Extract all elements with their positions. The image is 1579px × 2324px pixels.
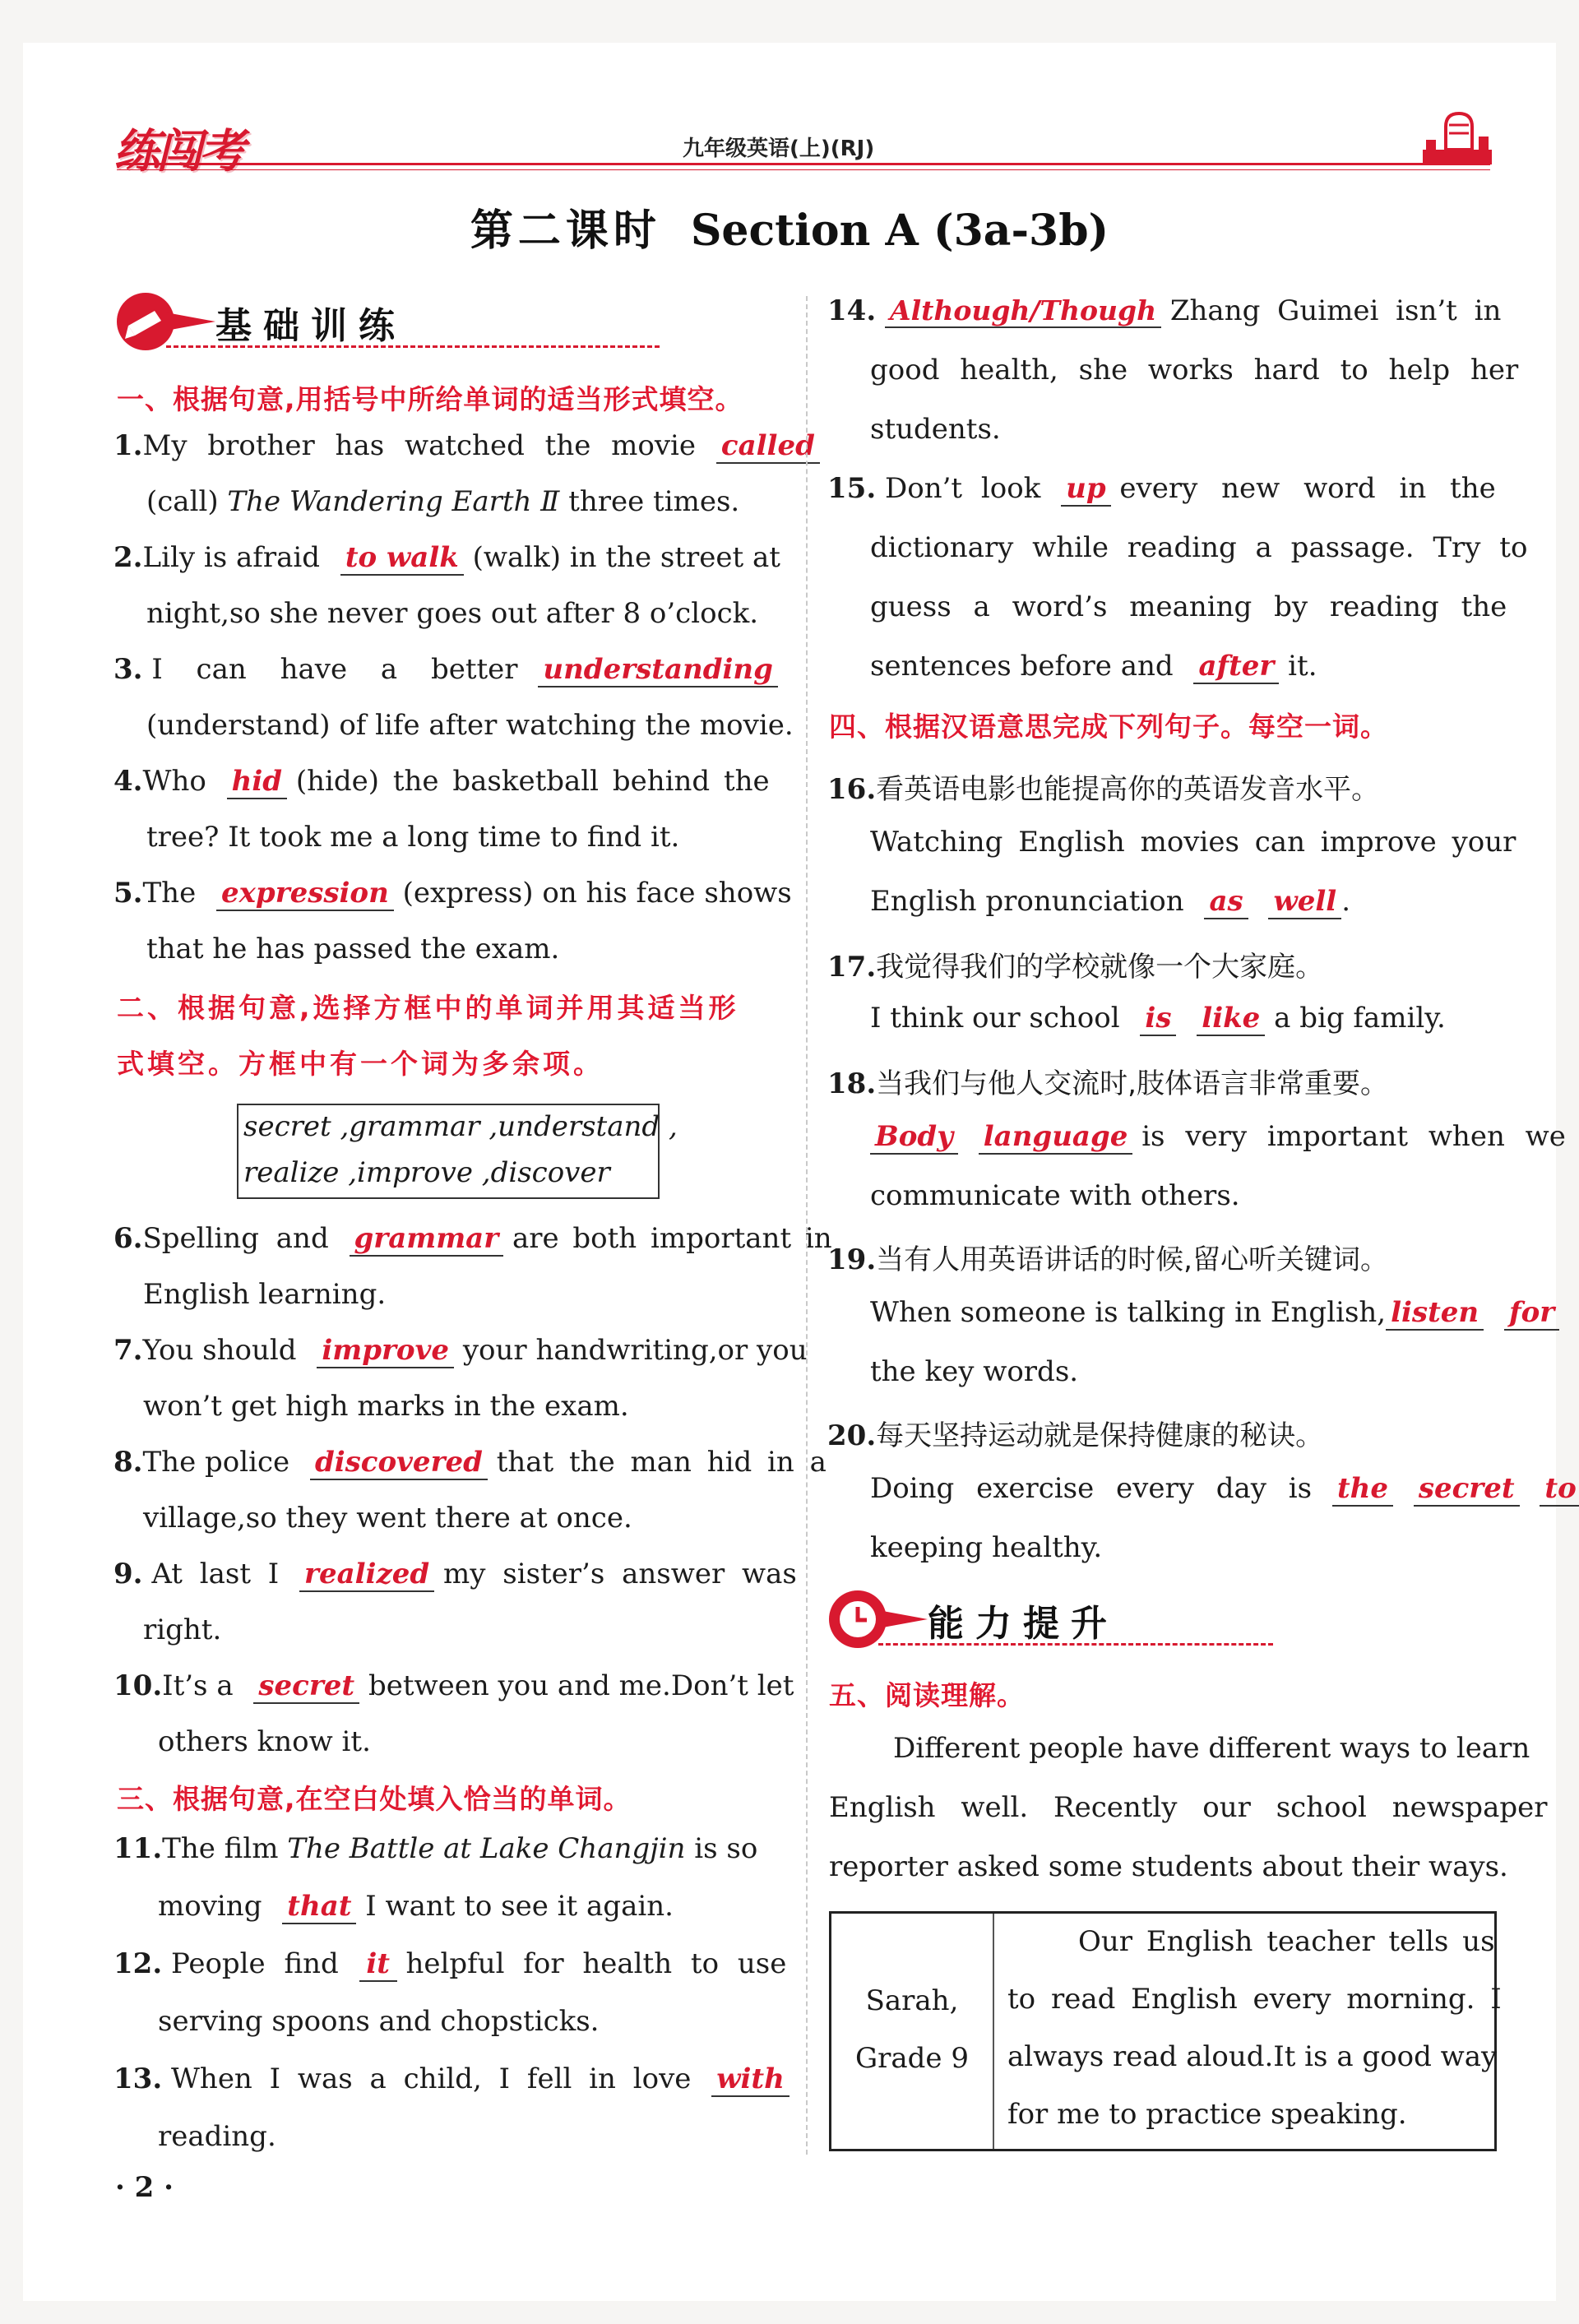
q15-post: every new word in the <box>1119 472 1496 505</box>
clock-icon <box>829 1590 887 1648</box>
q10-line1 <box>113 1669 794 1704</box>
instruction-part3: 三、根据句意,在空白处填入恰当的单词。 <box>117 1783 632 1815</box>
q15-answer: up <box>1061 473 1111 507</box>
q11-line2 <box>158 1890 674 1924</box>
q4-text: Who <box>142 765 206 798</box>
q13-number: 13. <box>113 2062 163 2095</box>
q19-chinese: 当有人用英语讲话的时候,留心听关键词。 <box>876 1243 1388 1276</box>
student-table <box>829 1911 1502 2151</box>
q4-post: (hide) the basketball behind the <box>295 765 770 798</box>
q5-post: (express) on his face shows <box>402 877 792 910</box>
q14-answer: Although/Though <box>885 295 1161 328</box>
q15-pre4: sentences before and <box>870 650 1174 683</box>
q9-line1 <box>113 1558 797 1592</box>
q16-line3 <box>870 885 1350 919</box>
q11-pre2: moving <box>158 1890 262 1923</box>
q8-post: that the man hid in a <box>496 1446 827 1479</box>
q18-line1 <box>827 1061 1388 1101</box>
book-title: 九年级英语(上)(RJ) <box>683 137 875 161</box>
instruction-part2-line1: 二、根据句意,选择方框中的单词并用其适当形 <box>117 992 739 1024</box>
column-divider <box>806 296 808 2155</box>
q17-chinese: 我觉得我们的学校就像一个大家庭。 <box>876 951 1324 984</box>
title-zh: 第二课时 <box>470 206 661 256</box>
q12-line2: serving spoons and chopsticks. <box>158 2005 600 2038</box>
q3-text: I can have a better <box>151 653 518 686</box>
q8-number: 8. <box>113 1446 143 1479</box>
q7-number: 7. <box>113 1334 143 1367</box>
q2-number: 2. <box>113 541 143 574</box>
q2-post: (walk) in the street at <box>472 541 780 574</box>
q6-line2: English learning. <box>143 1278 387 1311</box>
section-arrow <box>166 312 215 331</box>
q1-line2 <box>146 485 739 518</box>
q4-line1 <box>113 765 770 799</box>
q19-number: 19. <box>827 1243 877 1276</box>
q18-number: 18. <box>827 1067 877 1100</box>
q9-number: 9. <box>113 1558 143 1590</box>
q17-answer2: like <box>1197 1002 1265 1036</box>
q5-line1 <box>113 877 792 911</box>
q10-answer: secret <box>253 1670 359 1704</box>
q17-number: 17. <box>827 951 877 984</box>
q6-answer: grammar <box>350 1223 504 1257</box>
q13-text: When I was a child, I fell in love <box>170 2062 692 2095</box>
section-dash-2 <box>878 1643 1273 1646</box>
q11-answer: that <box>282 1891 356 1924</box>
q1-text: My brother has watched the movie <box>142 429 697 462</box>
q11-title: The Battle at Lake Changjin <box>287 1832 686 1865</box>
q18-post2: is very important when we <box>1141 1120 1566 1153</box>
section-header-basic <box>117 293 676 355</box>
q15-line3: guess a word’s meaning by reading the <box>870 590 1507 623</box>
q1-end: three times. <box>568 485 740 518</box>
table-text-line3: always read aloud.It is a good way <box>1007 2040 1498 2073</box>
instruction-part4: 四、根据汉语意思完成下列句子。每空一词。 <box>829 711 1388 743</box>
word-box-line1: secret ,grammar ,understand , <box>243 1110 678 1143</box>
q13-line1 <box>113 2062 790 2097</box>
q10-number: 10. <box>113 1669 163 1702</box>
q1-number: 1. <box>113 429 143 462</box>
table-text-line4: for me to practice speaking. <box>1007 2098 1407 2131</box>
q16-number: 16. <box>827 773 877 806</box>
reading-intro-line3: reporter asked some students about their ways. <box>829 1850 1508 1883</box>
q14-line1 <box>827 294 1501 328</box>
q10-line2: others know it. <box>158 1725 371 1758</box>
q19-line1 <box>827 1237 1388 1277</box>
q17-answer1: is <box>1140 1002 1176 1036</box>
q14-line2: good health, she works hard to help her <box>870 354 1519 387</box>
q15-line2: dictionary while reading a passage. Try to <box>870 531 1528 564</box>
q4-answer: hid <box>227 766 287 799</box>
fist-icon <box>1423 107 1492 164</box>
q15-line1 <box>827 472 1496 507</box>
q19-pre2: When someone is talking in English, <box>870 1296 1387 1329</box>
q1-hint: (call) <box>146 485 219 518</box>
q6-line1 <box>113 1222 832 1257</box>
q10-post: between you and me.Don’t let <box>368 1669 794 1702</box>
q2-answer: to walk <box>340 542 464 576</box>
q17-pre2: I think our school <box>870 1002 1120 1035</box>
q5-number: 5. <box>113 877 143 910</box>
q11-post: is so <box>694 1832 758 1865</box>
q1-answer: called <box>716 430 820 464</box>
instruction-part5: 五、阅读理解。 <box>829 1679 1025 1711</box>
q12-number: 12. <box>113 1947 163 1980</box>
q7-post: your handwriting,or you <box>462 1334 808 1367</box>
q5-answer: expression <box>216 877 394 911</box>
q11-post2: I want to see it again. <box>365 1890 674 1923</box>
q1-title: The Wandering Earth Ⅱ <box>227 485 560 518</box>
reading-intro-line1: Different people have different ways to learn <box>893 1732 1530 1765</box>
q14-line3: students. <box>870 413 1001 446</box>
q3-number: 3. <box>113 653 143 686</box>
q7-text: You should <box>142 1334 297 1367</box>
q19-line2 <box>870 1296 1559 1331</box>
q3-line2: (understand) of life after watching the movie. <box>146 709 794 742</box>
section-arrow-2 <box>878 1610 928 1628</box>
q7-line2: won’t get high marks in the exam. <box>143 1390 629 1423</box>
pencil-icon <box>117 293 174 350</box>
q8-line2: village,so they went there at once. <box>143 1502 632 1535</box>
q15-line4 <box>870 650 1317 684</box>
q18-chinese: 当我们与他人交流时,肢体语言非常重要。 <box>876 1067 1388 1100</box>
q6-number: 6. <box>113 1222 143 1255</box>
q20-number: 20. <box>827 1419 877 1452</box>
word-box-line2: realize ,improve ,discover <box>243 1156 610 1189</box>
q20-answer2: secret <box>1414 1473 1520 1507</box>
q20-answer3: to <box>1540 1473 1579 1507</box>
q8-answer: discovered <box>310 1447 488 1480</box>
student-name: Sarah, <box>865 1984 959 2017</box>
q17-post2: a big family. <box>1274 1002 1446 1035</box>
q7-line1 <box>113 1334 808 1368</box>
q9-line2: right. <box>143 1613 222 1646</box>
title-en: Section A (3a-3b) <box>690 206 1109 256</box>
q11-text: The film <box>162 1832 279 1865</box>
q14-number: 14. <box>827 294 877 327</box>
q3-line1 <box>113 653 778 687</box>
table-text-line1: Our English teacher tells us <box>1078 1925 1495 1958</box>
q5-text: The <box>142 877 197 910</box>
q18-answer2: language <box>979 1121 1133 1155</box>
q16-answer2: well <box>1268 886 1341 919</box>
q12-answer: it <box>359 1948 397 1982</box>
q12-text: People find <box>170 1947 339 1980</box>
q12-post: helpful for health to use <box>405 1947 787 1980</box>
q9-answer: realized <box>299 1558 434 1592</box>
q2-line1 <box>113 541 780 576</box>
student-name-cell <box>831 1914 994 2149</box>
q2-text: Lily is afraid <box>142 541 320 574</box>
q5-line2: that he has passed the exam. <box>146 933 560 965</box>
q16-period: . <box>1341 885 1350 918</box>
q11-number: 11. <box>113 1832 163 1865</box>
q1-line1 <box>113 429 820 464</box>
q19-line3: the key words. <box>870 1355 1079 1388</box>
q20-line3: keeping healthy. <box>870 1531 1103 1564</box>
q16-line1 <box>827 766 1379 807</box>
brand-logo: 练闯考 <box>113 125 242 178</box>
q14-post: Zhang Guimei isn’t in <box>1169 294 1502 327</box>
instruction-part2-line2: 式填空。方框中有一个词为多余项。 <box>117 1048 604 1080</box>
page-title <box>0 196 1579 257</box>
q2-line2: night,so she never goes out after 8 o’clock. <box>146 597 759 630</box>
q20-pre2: Doing exercise every day is <box>870 1472 1313 1505</box>
q10-text: It’s a <box>162 1669 234 1702</box>
q19-answer1: listen <box>1386 1297 1484 1331</box>
q16-pre3: English pronunciation <box>870 885 1184 918</box>
q15-post4: it. <box>1288 650 1317 683</box>
q20-line2 <box>870 1472 1579 1507</box>
section-title-basic: 基础训练 <box>215 305 406 347</box>
q8-text: The police <box>142 1446 290 1479</box>
section-title-ability: 能力提升 <box>928 1603 1118 1645</box>
section-dash <box>166 345 660 348</box>
q13-line2: reading. <box>158 2120 276 2153</box>
q18-line2 <box>870 1120 1566 1155</box>
q6-post: are both important in <box>512 1222 832 1255</box>
header-rule <box>117 163 1490 170</box>
q16-line2: Watching English movies can improve your <box>870 826 1516 859</box>
q15-answer2: after <box>1193 650 1279 684</box>
q15-text: Don’t look <box>884 472 1041 505</box>
reading-intro-line2: English well. Recently our school newspaper <box>829 1791 1548 1824</box>
section-header-ability <box>829 1590 1322 1653</box>
q17-line2 <box>870 1002 1446 1036</box>
student-grade: Grade 9 <box>854 2042 969 2075</box>
q9-text: At last I <box>151 1558 280 1590</box>
q16-answer1: as <box>1204 886 1248 919</box>
word-box <box>237 1104 678 1199</box>
q20-line1 <box>827 1413 1323 1453</box>
q11-line1 <box>113 1832 757 1865</box>
q9-post: my sister’s answer was <box>442 1558 797 1590</box>
q20-chinese: 每天坚持运动就是保持健康的秘诀。 <box>876 1419 1324 1452</box>
q19-answer2: for <box>1504 1297 1559 1331</box>
q20-answer1: the <box>1332 1473 1393 1507</box>
page-number: · 2 · <box>115 2171 174 2204</box>
q4-line2: tree? It took me a long time to find it. <box>146 821 680 854</box>
q15-number: 15. <box>827 472 877 505</box>
q3-answer: understanding <box>538 654 778 687</box>
q18-answer1: Body <box>870 1121 958 1155</box>
q12-line1 <box>113 1947 786 1982</box>
q16-chinese: 看英语电影也能提高你的英语发音水平。 <box>876 773 1380 806</box>
q7-answer: improve <box>317 1335 454 1368</box>
q6-text: Spelling and <box>142 1222 329 1255</box>
q8-line1 <box>113 1446 827 1480</box>
q18-line3: communicate with others. <box>870 1179 1240 1212</box>
q4-number: 4. <box>113 765 143 798</box>
table-text-line2: to read English every morning. I <box>1007 1983 1502 2016</box>
q17-line1 <box>827 944 1323 984</box>
q13-answer: with <box>711 2063 790 2097</box>
instruction-part1: 一、根据句意,用括号中所给单词的适当形式填空。 <box>117 383 743 415</box>
